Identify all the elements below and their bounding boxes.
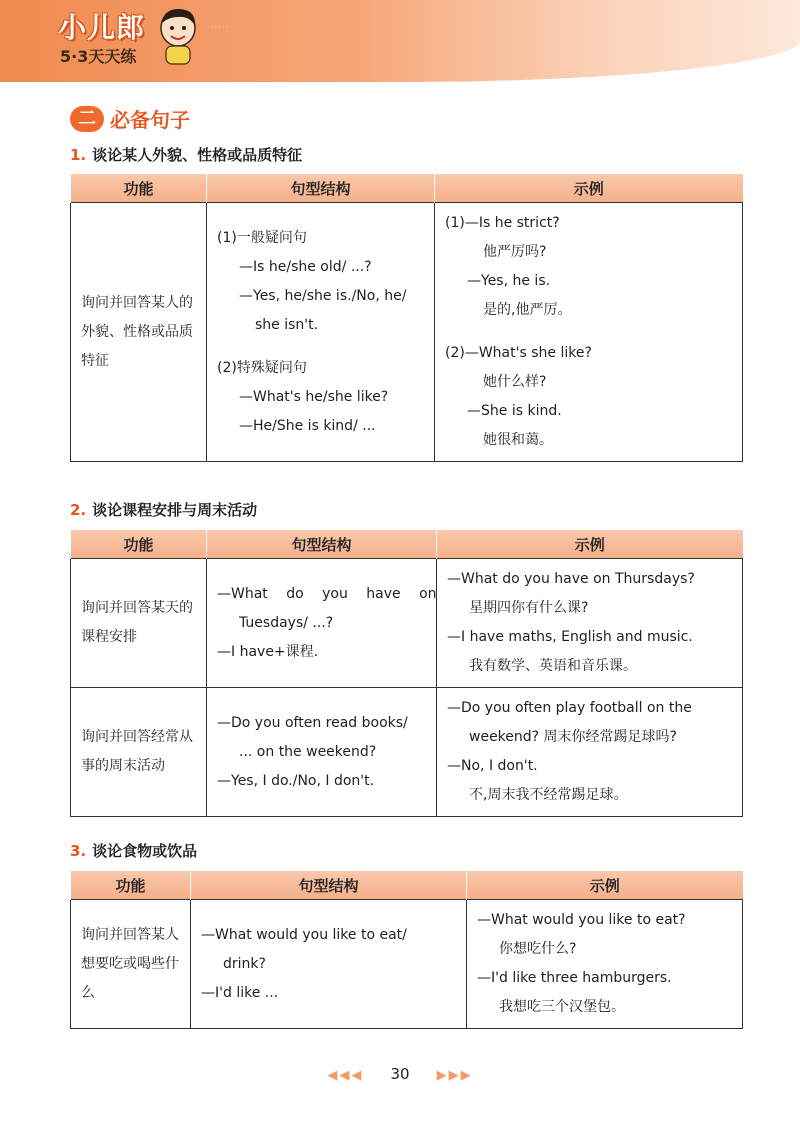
example-line: —Do you often play football on the [447,700,692,716]
header-structure: 句型结构 [207,530,437,559]
section-title: 必备句子 [110,108,190,132]
table-3-number: 3. [70,842,87,860]
function-cell: 询问并回答某天的课程安排 [71,559,207,688]
logo-title: 小儿郎 [58,11,146,44]
structure-line: —Is he/she old/ ...? [239,258,372,275]
example-line: weekend? 周末你经常踢足球吗? [469,729,677,745]
table-row [71,900,743,1029]
example-cell [467,900,743,1029]
header-function: 功能 [71,530,207,559]
logo-subtitle: 5·3天天练 [60,47,137,66]
structure-line: —Yes, he/she is./No, he/ [239,287,407,304]
table-row [71,203,743,462]
table-3-title [70,840,197,861]
structure-cell [191,900,467,1029]
table-1 [70,174,743,462]
header-structure: 句型结构 [207,174,435,203]
structure-cell [207,559,437,688]
example-line: 不,周末我不经常踢足球。 [469,787,628,803]
table-1-title-text: 谈论某人外貌、性格或品质特征 [92,146,303,164]
example-cell [437,559,743,688]
header-watermark: ····· [210,20,230,34]
structure-line: (2)特殊疑问句 [217,359,307,376]
table-2-number: 2. [70,501,87,519]
structure-line: —What do you have on [217,585,437,602]
prev-arrows-icon: ◀◀◀ [327,1068,364,1083]
example-line: —Yes, he is. [467,273,551,289]
example-line: 她什么样? [483,374,547,390]
table-1-title [70,144,302,165]
table-header-row [71,174,743,203]
example-line: —I'd like three hamburgers. [477,970,672,986]
structure-line: (1)一般疑问句 [217,229,307,246]
example-line: —What do you have on Thursdays? [447,571,695,587]
table-2-title [70,499,257,520]
mascot-icon [154,6,200,68]
example-line: (2)—What's she like? [445,345,592,361]
structure-cell [207,203,435,462]
spacer [445,325,732,339]
header-example: 示例 [467,871,743,900]
table-header-row [71,530,743,559]
example-line: 是的,他严厉。 [483,302,572,318]
table-row [71,688,743,817]
example-line: —No, I don't. [447,758,538,774]
header-example: 示例 [437,530,743,559]
header-structure: 句型结构 [191,871,467,900]
example-line: —What would you like to eat? [477,912,686,928]
example-line: —She is kind. [467,403,562,419]
structure-cell [207,688,437,817]
section-badge: 二 [70,106,104,132]
structure-line: —Do you often read books/ [217,714,408,731]
example-line: (1)—Is he strict? [445,215,560,231]
function-cell: 询问并回答某人的外貌、性格或品质特征 [71,203,207,462]
table-3 [70,871,743,1029]
structure-line: drink? [223,955,266,972]
brand-logo [58,6,188,68]
table-2 [70,530,743,817]
example-line: 她很和蔼。 [483,432,553,448]
structure-line: Tuesdays/ ...? [239,614,334,631]
table-header-row [71,871,743,900]
structure-line: —He/She is kind/ ... [239,417,376,434]
table-1-number: 1. [70,146,87,164]
table-3-title-text: 谈论食物或饮品 [92,842,198,860]
example-cell [437,688,743,817]
example-line: 我有数学、英语和音乐课。 [469,658,637,674]
spacer [217,340,424,354]
page-footer [0,1064,800,1083]
structure-line: —I'd like ... [201,984,279,1001]
structure-line: —I have+课程. [217,643,319,660]
header-function: 功能 [71,174,207,203]
header-example: 示例 [435,174,743,203]
example-line: 我想吃三个汉堡包。 [499,999,625,1015]
example-line: 你想吃什么? [499,941,577,957]
structure-line: she isn't. [255,316,319,333]
table-row [71,559,743,688]
next-arrows-icon: ▶▶▶ [436,1068,473,1083]
structure-line: —What's he/she like? [239,388,389,405]
function-cell: 询问并回答经常从事的周末活动 [71,688,207,817]
header-function: 功能 [71,871,191,900]
example-line: 他严厉吗? [483,244,547,260]
example-line: —I have maths, English and music. [447,629,693,645]
structure-line: ... on the weekend? [239,743,377,760]
table-2-title-text: 谈论课程安排与周末活动 [92,501,258,519]
example-line: 星期四你有什么课? [469,600,589,616]
example-cell [435,203,743,462]
function-cell: 询问并回答某人想要吃或喝些什么 [71,900,191,1029]
page-number: 30 [390,1065,410,1083]
structure-line: —What would you like to eat/ [201,926,407,943]
structure-line: —Yes, I do./No, I don't. [217,772,375,789]
